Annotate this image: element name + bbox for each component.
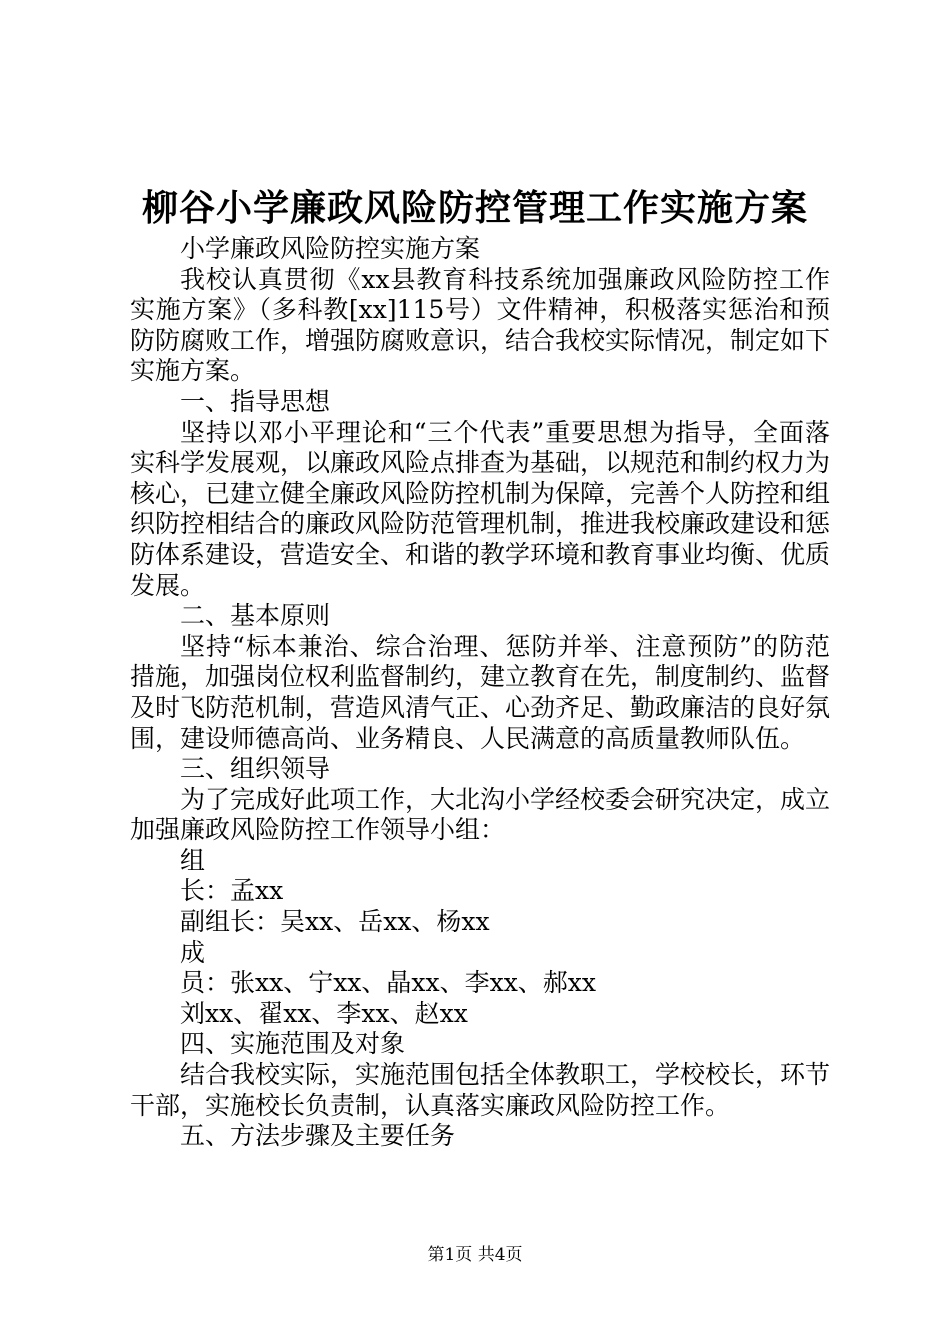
members-continued-line: 刘xx、翟xx、李xx、赵xx [180,998,468,1028]
group-leader-line: 长：孟xx [180,876,284,906]
scope-paragraph: 结合我校实际，实施范围包括全体教职工，学校校长，环节干部，实施校长负责制，认真落实廉政风险防控工作。 [130,1060,831,1120]
document-body [130,234,830,1152]
section-heading-organization: 三、组织领导 [180,754,331,784]
members-label-line: 成 [180,937,206,967]
members-line: 员：张xx、宁xx、晶xx、李xx、郝xx [180,968,596,998]
section-heading-guiding-thought: 一、指导思想 [180,386,331,416]
group-leader-label-line: 组 [180,845,206,875]
organization-paragraph: 为了完成好此项工作，大北沟小学经校委会研究决定，成立加强廉政风险防控工作领导小组： [130,784,831,845]
document-title: 柳谷小学廉政风险防控管理工作实施方案 [141,187,808,229]
section-heading-methods: 五、方法步骤及主要任务 [180,1121,456,1151]
guiding-thought-paragraph: 坚持以邓小平理论和“三个代表”重要思想为指导，全面落实科学发展观，以廉政风险点排查为基础，以规范和制约权力为核心，已建立健全廉政风险防控机制为保障，完善个人防控和组织防控相结合的廉政风险防范管理机制，推进我校廉政建设和惩防体系建设，营造安全、和谐的教学环境和教育事业均衡、优质发展。 [130,417,831,600]
deputy-leader-line: 副组长：吴xx、岳xx、杨xx [180,907,490,937]
section-heading-scope: 四、实施范围及对象 [180,1029,406,1059]
section-heading-basic-principles: 二、基本原则 [180,601,331,631]
subtitle-paragraph: 小学廉政风险防控实施方案 [180,234,481,263]
basic-principles-paragraph: 坚持“标本兼治、综合治理、惩防并举、注意预防”的防范措施，加强岗位权利监督制约，建立教育在先，制度制约、监督及时飞防范机制，营造风清气正、心劲齐足、勤政廉洁的良好氛围，建设师德高尚、业务精良、人民满意的高质量教师队伍。 [130,631,831,753]
intro-paragraph: 我校认真贯彻《xx县教育科技系统加强廉政风险防控工作实施方案》（多科教[xx]115号）文件精神，积极落实惩治和预防防腐败工作，增强防腐败意识，结合我校实际情况，制定如下实施方案。 [130,264,831,386]
page-number-footer: 第1页 共4页 [427,1245,523,1265]
